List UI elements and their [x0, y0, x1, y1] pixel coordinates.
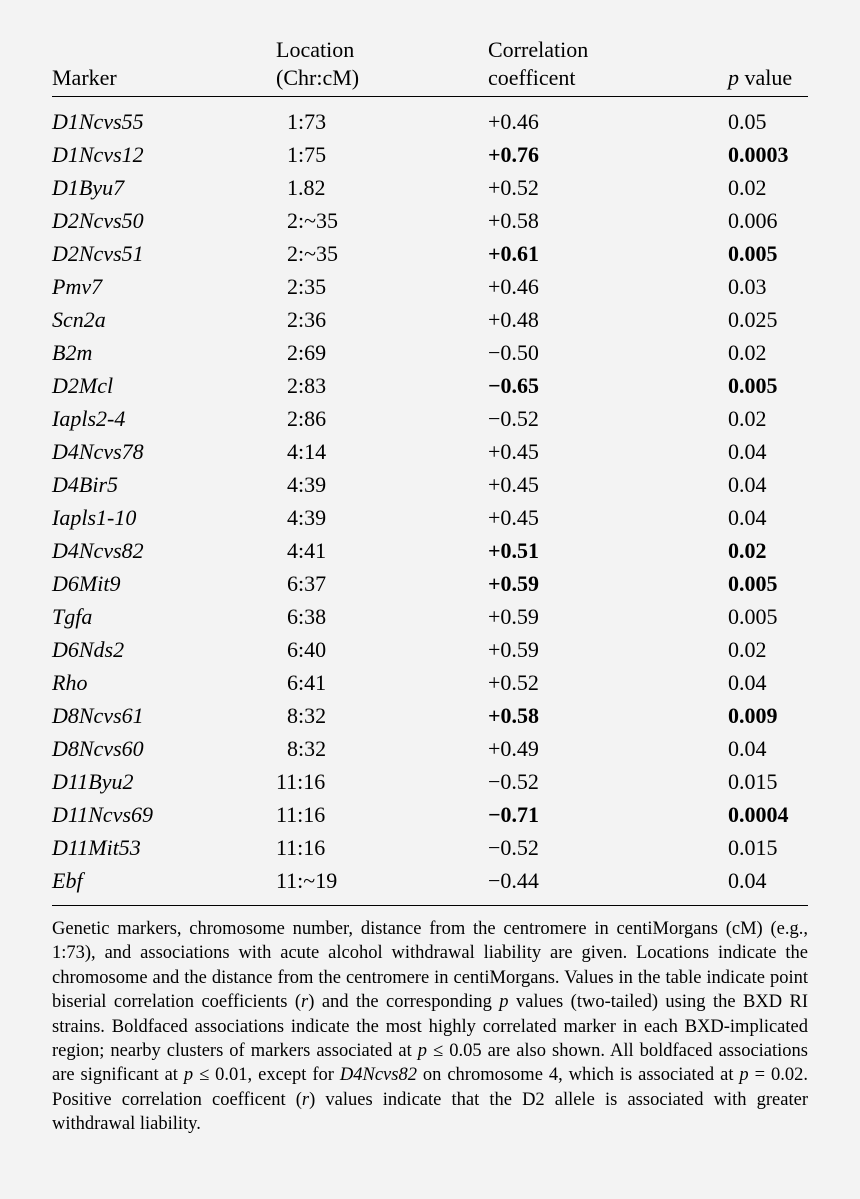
- footnote-p-symbol: p: [499, 992, 509, 1013]
- cell-location: 4:39: [276, 505, 327, 530]
- table-row: [52, 567, 808, 600]
- cell-marker: D11Mit53: [52, 835, 141, 860]
- table-row: [52, 105, 808, 138]
- cell-location: 8:32: [276, 736, 327, 761]
- cell-marker: Ebf: [52, 868, 83, 893]
- cell-marker: D1Byu7: [52, 175, 125, 200]
- cell-correlation: +0.48: [488, 307, 539, 332]
- cell-marker: D2Ncvs50: [52, 208, 144, 233]
- cell-correlation: +0.45: [488, 439, 539, 464]
- cell-p-value: 0.04: [728, 505, 767, 530]
- header-marker: Marker: [52, 65, 117, 90]
- cell-p-value: 0.02: [728, 538, 767, 563]
- cell-correlation: +0.59: [488, 604, 539, 629]
- cell-marker: D1Ncvs55: [52, 109, 144, 134]
- footnote-text: Genetic markers, chromosome number, distance from the centromere in centiMorgans (cM) (e.g., 1:73), and associations with acute alcohol withdrawal liability are given. Locations indicate the chromosome and the distance from the centromere in centiMorgans. Values in the table indicate point biserial correlation coefficients (: [52, 919, 808, 1013]
- cell-p-value: 0.04: [728, 670, 767, 695]
- cell-marker: B2m: [52, 340, 93, 365]
- cell-p-value: 0.009: [728, 703, 778, 728]
- cell-location: 2:86: [276, 406, 327, 431]
- cell-location: 2:83: [276, 373, 327, 398]
- cell-correlation: +0.59: [488, 637, 539, 662]
- cell-marker: D6Nds2: [52, 637, 125, 662]
- footnote-p-symbol: p: [417, 1041, 428, 1062]
- cell-correlation: +0.46: [488, 274, 539, 299]
- footnote-text: ≤ 0.05 are also shown. All boldfaced associations are significant at: [52, 1041, 808, 1086]
- cell-p-value: 0.005: [728, 571, 778, 596]
- table-row: [52, 138, 808, 171]
- table-row: [52, 171, 808, 204]
- cell-correlation: +0.59: [488, 571, 540, 596]
- cell-p-value: 0.0003: [728, 142, 789, 167]
- table-row: [52, 237, 808, 270]
- cell-marker: D8Ncvs61: [52, 703, 144, 728]
- cell-location: 2:35: [276, 274, 327, 299]
- cell-correlation: −0.71: [488, 802, 540, 827]
- cell-location: 2:69: [276, 340, 327, 365]
- cell-correlation: +0.76: [488, 142, 540, 167]
- cell-location: 4:39: [276, 472, 327, 497]
- cell-p-value: 0.02: [728, 175, 767, 200]
- cell-p-value: 0.04: [728, 439, 767, 464]
- footnote-r-symbol: r: [301, 992, 309, 1013]
- cell-correlation: +0.58: [488, 703, 540, 728]
- cell-marker: D4Ncvs82: [52, 538, 144, 563]
- cell-location: 6:40: [276, 637, 327, 662]
- cell-p-value: 0.005: [728, 604, 778, 629]
- cell-correlation: −0.50: [488, 340, 539, 365]
- cell-marker: Pmv7: [52, 274, 103, 299]
- cell-location: 4:41: [276, 538, 327, 563]
- marker-table: [52, 36, 808, 906]
- footnote-text: values (two-tailed) using the BXD RI strains. Boldfaced associations indicate the most highly correlated marker in each BXD-implicated region; nearby clusters of markers associated at: [52, 992, 808, 1062]
- footnote-marker-name: D4Ncvs82: [339, 1065, 417, 1086]
- table-row: [52, 765, 808, 798]
- table-row: [52, 600, 808, 633]
- cell-correlation: +0.45: [488, 472, 539, 497]
- header-location-line2: (Chr:cM): [276, 65, 360, 90]
- cell-marker: D4Bir5: [52, 472, 118, 497]
- table-body: [52, 97, 808, 905]
- cell-p-value: 0.0004: [728, 802, 789, 827]
- header-p-value: [728, 64, 792, 92]
- cell-location: 11:16: [276, 835, 326, 860]
- cell-p-value: 0.05: [728, 109, 767, 134]
- table-row: [52, 336, 808, 369]
- cell-marker: Iapls2-4: [52, 406, 126, 431]
- table-row: [52, 666, 808, 699]
- cell-location: 2:~35: [276, 241, 339, 266]
- cell-marker: D6Mit9: [52, 571, 121, 596]
- cell-location: 6:38: [276, 604, 327, 629]
- cell-p-value: 0.005: [728, 241, 778, 266]
- cell-p-value: 0.02: [728, 406, 767, 431]
- footnote-text: ) values indicate that the D2 allele is associated with greater withdrawal liability.: [52, 1089, 808, 1135]
- bottom-rule: [52, 905, 808, 906]
- cell-location: 2:~35: [276, 208, 339, 233]
- cell-p-value: 0.04: [728, 472, 767, 497]
- header-correlation-line2: coefficent: [488, 65, 576, 90]
- cell-marker: D2Ncvs51: [52, 241, 144, 266]
- table-row: [52, 270, 808, 303]
- footnote-text: ≤ 0.01, except for: [193, 1065, 340, 1086]
- cell-correlation: −0.52: [488, 406, 539, 431]
- table-row: [52, 633, 808, 666]
- cell-correlation: +0.52: [488, 670, 539, 695]
- cell-marker: D4Ncvs78: [52, 439, 144, 464]
- table-header: [52, 36, 808, 96]
- cell-p-value: 0.015: [728, 835, 778, 860]
- cell-location: 4:14: [276, 439, 327, 464]
- table-row: [52, 468, 808, 501]
- table-row: [52, 204, 808, 237]
- footnote-text: ) and the corresponding: [308, 992, 500, 1013]
- cell-p-value: 0.006: [728, 208, 778, 233]
- cell-p-value: 0.015: [728, 769, 778, 794]
- table-row: [52, 402, 808, 435]
- table-row: [52, 534, 808, 567]
- cell-marker: D2Mcl: [52, 373, 114, 398]
- cell-correlation: +0.61: [488, 241, 540, 266]
- cell-p-value: 0.02: [728, 637, 767, 662]
- cell-correlation: +0.49: [488, 736, 539, 761]
- cell-correlation: −0.65: [488, 373, 540, 398]
- cell-correlation: +0.58: [488, 208, 539, 233]
- cell-marker: D11Byu2: [52, 769, 134, 794]
- header-p-text: value: [739, 65, 793, 90]
- cell-location: 11:~19: [276, 868, 338, 893]
- header-location: [276, 36, 359, 92]
- cell-marker: D11Ncvs69: [52, 802, 154, 827]
- table-row: [52, 435, 808, 468]
- cell-location: 11:16: [276, 769, 326, 794]
- cell-marker: Rho: [52, 670, 88, 695]
- table-row: [52, 732, 808, 765]
- header-location-line1: Location: [276, 37, 355, 62]
- cell-location: 6:41: [276, 670, 327, 695]
- cell-p-value: 0.02: [728, 340, 767, 365]
- cell-correlation: +0.46: [488, 109, 539, 134]
- footnote-r-symbol: r: [301, 1089, 310, 1110]
- cell-marker: D8Ncvs60: [52, 736, 144, 761]
- cell-correlation: +0.51: [488, 538, 540, 563]
- cell-marker: Scn2a: [52, 307, 106, 332]
- footnote-p-symbol: p: [183, 1065, 194, 1086]
- footnote-text: = 0.02. Positive correlation coefficent (: [52, 1065, 808, 1110]
- cell-location: 1:75: [276, 142, 327, 167]
- footnote: [52, 917, 808, 1137]
- cell-marker: D1Ncvs12: [52, 142, 144, 167]
- table-row: [52, 501, 808, 534]
- cell-location: 8:32: [276, 703, 327, 728]
- table-row: [52, 864, 808, 897]
- cell-p-value: 0.04: [728, 736, 767, 761]
- cell-location: 2:36: [276, 307, 327, 332]
- table-row: [52, 798, 808, 831]
- header-p-symbol: p: [728, 65, 739, 90]
- cell-p-value: 0.04: [728, 868, 767, 893]
- header-correlation-line1: Correlation: [488, 37, 589, 62]
- footnote-text: on chromosome 4, which is associated at: [416, 1065, 740, 1086]
- cell-correlation: −0.52: [488, 835, 539, 860]
- header-correlation: [488, 36, 588, 92]
- cell-p-value: 0.03: [728, 274, 767, 299]
- footnote-p-symbol: p: [739, 1065, 749, 1086]
- cell-correlation: +0.45: [488, 505, 539, 530]
- cell-location: 1:73: [276, 109, 327, 134]
- table-row: [52, 831, 808, 864]
- cell-location: 11:16: [276, 802, 326, 827]
- cell-location: 1.82: [276, 175, 326, 200]
- cell-correlation: +0.52: [488, 175, 539, 200]
- table-row: [52, 303, 808, 336]
- table-row: [52, 369, 808, 402]
- cell-correlation: −0.44: [488, 868, 539, 893]
- cell-marker: Iapls1-10: [52, 505, 137, 530]
- cell-correlation: −0.52: [488, 769, 539, 794]
- cell-p-value: 0.025: [728, 307, 778, 332]
- cell-marker: Tgfa: [52, 604, 93, 629]
- cell-location: 6:37: [276, 571, 327, 596]
- table-row: [52, 699, 808, 732]
- cell-p-value: 0.005: [728, 373, 778, 398]
